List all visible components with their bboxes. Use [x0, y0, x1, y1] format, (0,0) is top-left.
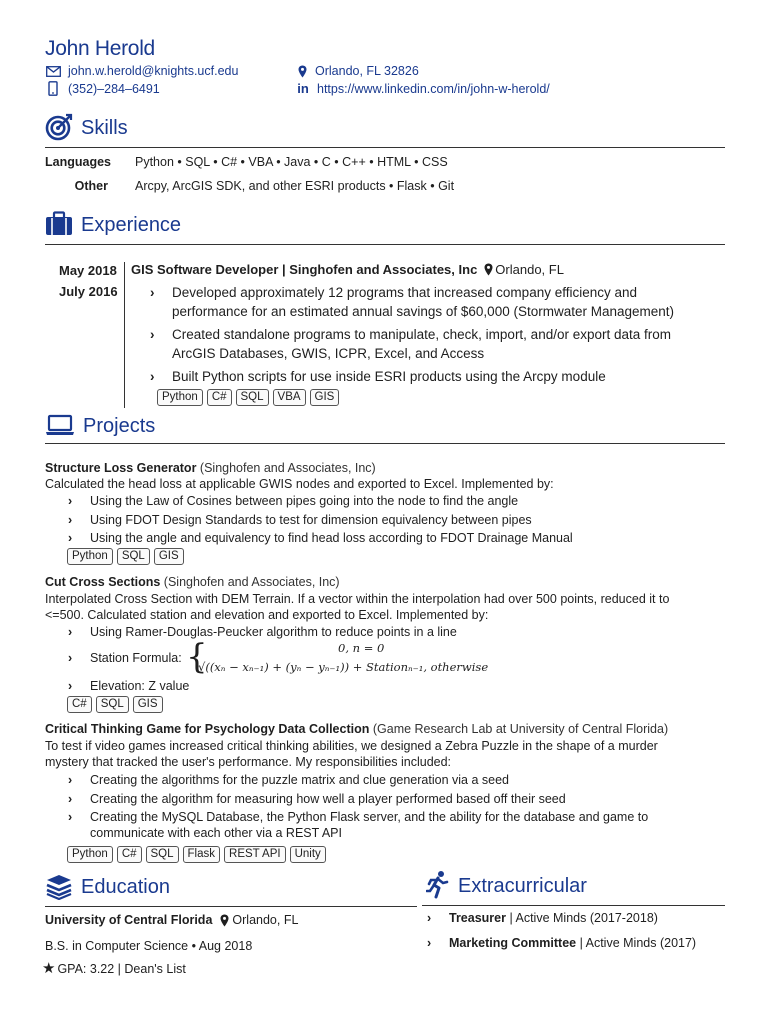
tag: Unity: [290, 846, 326, 863]
projects-title: Projects: [83, 415, 156, 437]
linkedin-url[interactable]: https://www.linkedin.com/in/john-w-herold/: [317, 81, 550, 96]
experience-bullet-3: › Built Python scripts for use inside ESRI products using the Arcpy module: [150, 367, 606, 387]
extracurricular-item-2: › Marketing Committee | Active Minds (2017): [427, 936, 697, 950]
project-2-heading: [45, 574, 340, 591]
experience-divider: [45, 244, 725, 245]
extracurricular-item-1: › Treasurer | Active Minds (2017-2018): [427, 911, 658, 925]
skills-other-value: Arcpy, ArcGIS SDK, and other ESRI products • Flask • Git: [135, 179, 455, 193]
project-1-heading: [45, 460, 376, 477]
project-1-tags: [67, 548, 188, 565]
project-2-org: (Singhofen and Associates, Inc): [163, 575, 340, 589]
skills-divider: [45, 147, 725, 148]
education-school-row: [45, 913, 298, 927]
experience-title: Experience: [81, 214, 182, 236]
education-gpa-row: [42, 962, 186, 976]
tag: Python: [67, 846, 113, 863]
project-1-description: Calculated the head loss at applicable GWIS nodes and exported to Excel. Implemented by:: [45, 477, 554, 491]
running-person-icon: [426, 870, 450, 903]
project-1-org: (Singhofen and Associates, Inc): [199, 461, 376, 475]
briefcase-icon: [45, 211, 73, 240]
phone-text: (352)–284–6491: [68, 81, 160, 96]
tag: REST API: [224, 846, 286, 863]
project-3-bullet-3: › Creating the MySQL Database, the Python Flask server, and the ability for the database and game to: [68, 810, 649, 824]
education-title: Education: [81, 876, 170, 898]
tag: Python: [157, 389, 203, 406]
skills-other-row: [45, 179, 454, 193]
formula-brace: {: [186, 637, 208, 677]
project-1-bullet-1: › Using the Law of Cosines between pipes going into the node to find the angle: [68, 494, 519, 508]
project-2-tags: [67, 696, 167, 713]
experience-bullet-2: › Created standalone programs to manipulate, check, import, and/or export data from: [150, 325, 671, 345]
target-icon: [45, 113, 73, 144]
project-3-description-2: mystery that tracked the user's performance. My responsibilities included:: [45, 755, 452, 769]
project-2-description-2: <=500. Calculated station and elevation and exported to Excel. Implemented by:: [45, 608, 489, 622]
experience-date-end: May 2018: [59, 263, 117, 278]
star-icon: ★: [42, 960, 56, 977]
project-1-bullet-3: › Using the angle and equivalency to find head loss according to FDOT Drainage Manual: [68, 531, 573, 545]
envelope-icon: [45, 66, 61, 77]
tag: C#: [207, 389, 232, 406]
chevron-right-icon: ›: [150, 327, 155, 342]
formula-case-2: √((xₙ − xₙ₋₁) + (yₙ − yₙ₋₁)) + Stationₙ₋₁, otherwise: [198, 660, 489, 674]
project-3-heading: [45, 721, 668, 738]
experience-bullet-2-cont: ArcGIS Databases, GWIS, ICPR, Excel, and Access: [172, 346, 485, 361]
projects-divider: [45, 443, 725, 444]
project-2-description-1: Interpolated Cross Section with DEM Terrain. If a vector within the interpolation had over 500 points, reduced it to: [45, 592, 670, 606]
email-contact[interactable]: [45, 64, 238, 78]
chevron-right-icon: ›: [68, 773, 73, 787]
chevron-right-icon: ›: [68, 531, 73, 545]
tag: SQL: [146, 846, 179, 863]
linkedin-icon: in: [297, 81, 309, 96]
skills-languages-value: Python • SQL • C# • VBA • Java • C • C++ • HTML • CSS: [135, 155, 448, 169]
experience-section-header: [45, 211, 181, 240]
chevron-right-icon: ›: [427, 936, 432, 950]
laptop-icon: [45, 414, 75, 439]
tag: GIS: [133, 696, 163, 713]
skills-section-header: [45, 113, 128, 144]
project-3-title: Critical Thinking Game for Psychology Data Collection: [45, 722, 370, 736]
education-school: University of Central Florida: [45, 913, 213, 927]
chevron-right-icon: ›: [68, 810, 73, 824]
skills-languages-label: Languages: [45, 155, 111, 169]
tag: C#: [117, 846, 142, 863]
name-heading: John Herold: [45, 37, 155, 60]
experience-tags: [157, 389, 343, 406]
chevron-right-icon: ›: [68, 513, 73, 527]
location-text: Orlando, FL 32826: [315, 64, 419, 78]
project-2-bullet-formula: › Station Formula:: [68, 651, 182, 665]
skills-title: Skills: [81, 117, 128, 139]
skills-other-label: Other: [74, 179, 108, 193]
location-contact: [296, 64, 419, 78]
project-2-bullet-3: › Elevation: Z value: [68, 679, 190, 693]
project-3-bullet-3-cont: communicate with each other via a REST API: [90, 826, 342, 840]
map-pin-icon: [296, 65, 308, 78]
experience-bullet-1: › Developed approximately 12 programs that increased company efficiency and: [150, 283, 637, 303]
project-3-bullet-2: › Creating the algorithm for measuring how well a player performed based off their seed: [68, 792, 566, 806]
project-2-title: Cut Cross Sections: [45, 575, 161, 589]
chevron-right-icon: ›: [427, 911, 432, 925]
tag: SQL: [117, 548, 150, 565]
chevron-right-icon: ›: [68, 625, 73, 639]
tag: GIS: [310, 389, 340, 406]
books-stack-icon: [45, 872, 73, 903]
experience-role: GIS Software Developer | Singhofen and Associates, Inc: [131, 262, 478, 277]
education-degree: B.S. in Computer Science • Aug 2018: [45, 939, 253, 953]
education-section-header: [45, 872, 170, 903]
extracurricular-title: Extracurricular: [458, 875, 587, 897]
experience-location: Orlando, FL: [495, 262, 564, 277]
skills-languages-row: [45, 155, 448, 169]
education-divider: [45, 906, 417, 907]
chevron-right-icon: ›: [68, 494, 73, 508]
project-3-org: (Game Research Lab at University of Central Florida): [372, 722, 669, 736]
tag: VBA: [273, 389, 306, 406]
tag: SQL: [236, 389, 269, 406]
experience-role-row: [131, 262, 564, 277]
chevron-right-icon: ›: [68, 651, 73, 665]
map-pin-icon: [220, 914, 229, 927]
tag: SQL: [96, 696, 129, 713]
mobile-phone-icon: [45, 81, 61, 96]
project-3-tags: [67, 846, 330, 863]
education-gpa: GPA: 3.22 | Dean's List: [57, 962, 186, 976]
experience-timeline-line: [124, 262, 125, 408]
project-1-title: Structure Loss Generator: [45, 461, 197, 475]
tag: Python: [67, 548, 113, 565]
chevron-right-icon: ›: [150, 369, 155, 384]
project-2-bullet-1: › Using Ramer-Douglas-Peucker algorithm to reduce points in a line: [68, 625, 457, 639]
email-text[interactable]: john.w.herold@knights.ucf.edu: [68, 64, 239, 78]
extracurricular-divider: [422, 905, 725, 906]
experience-bullet-1-cont: performance for an estimated annual savings of $60,000 (Stormwater Management): [172, 304, 675, 319]
extracurricular-section-header: [426, 870, 587, 903]
project-3-description-1: To test if video games increased critical thinking abilities, we designed a Zebra Puzzle in the shape of a murder: [45, 739, 658, 753]
experience-date-start: July 2016: [59, 284, 118, 299]
map-pin-icon: [484, 263, 493, 276]
chevron-right-icon: ›: [150, 285, 155, 300]
project-1-bullet-2: › Using FDOT Design Standards to test for dimension equivalency between pipes: [68, 513, 532, 527]
tag: Flask: [183, 846, 220, 863]
formula-case-1: 0, n = 0: [338, 641, 385, 655]
linkedin-contact[interactable]: [296, 81, 550, 96]
phone-contact[interactable]: [45, 81, 160, 96]
projects-section-header: [45, 414, 155, 439]
tag: GIS: [154, 548, 184, 565]
education-location: Orlando, FL: [232, 913, 299, 927]
project-3-bullet-1: › Creating the algorithms for the puzzle matrix and clue generation via a seed: [68, 773, 509, 787]
tag: C#: [67, 696, 92, 713]
chevron-right-icon: ›: [68, 792, 73, 806]
chevron-right-icon: ›: [68, 679, 73, 693]
